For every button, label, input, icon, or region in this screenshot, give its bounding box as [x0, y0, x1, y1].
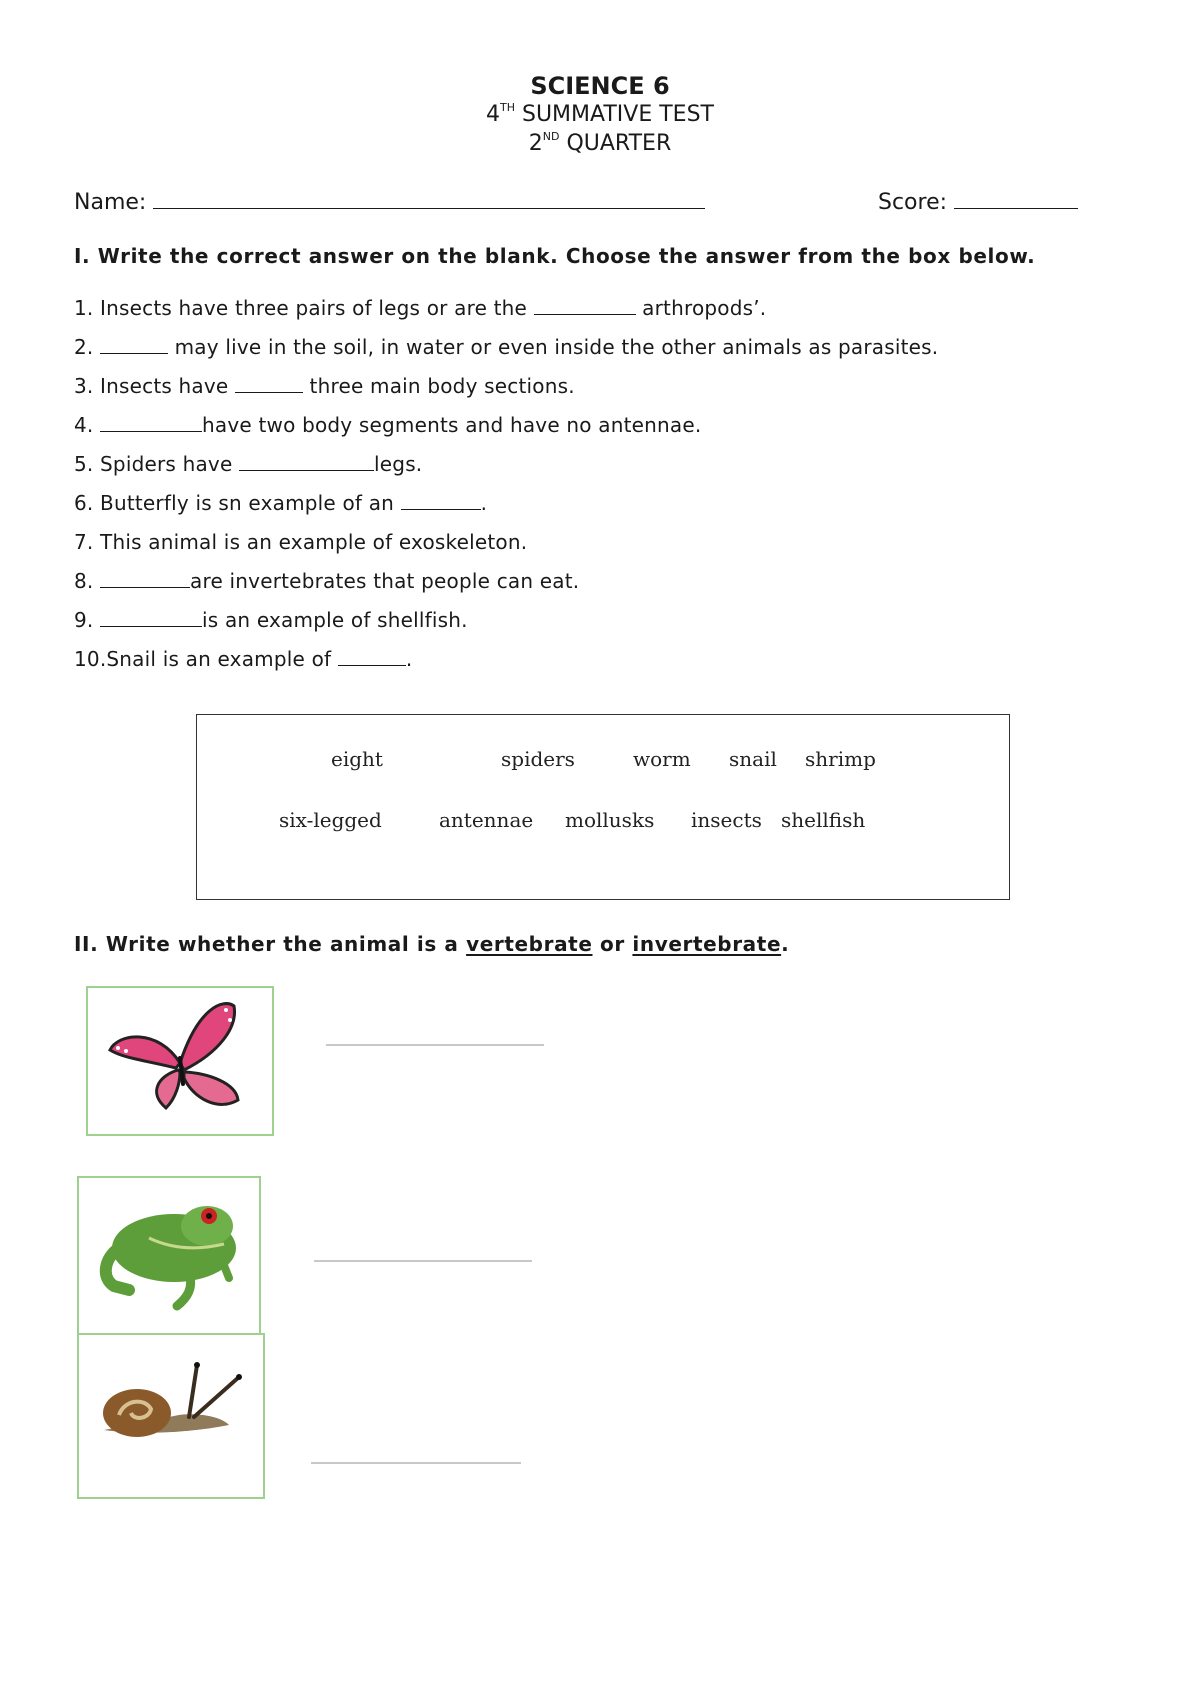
question-2 — [74, 335, 938, 359]
name-field — [74, 186, 705, 215]
question-text: may live in the soil, in water or even inside the other animals as parasites. — [168, 335, 939, 359]
answer-blank[interactable] — [235, 374, 303, 393]
answer-line-frog[interactable] — [314, 1260, 532, 1262]
answer-blank[interactable] — [338, 647, 406, 666]
word-bank-item: shrimp — [805, 747, 876, 771]
answer-blank[interactable] — [534, 296, 636, 315]
word-bank-item: shellfish — [781, 808, 866, 832]
answer-blank[interactable] — [401, 491, 481, 510]
question-text: 3. Insects have — [74, 374, 235, 398]
frog-icon — [79, 1178, 259, 1335]
question-text: 7. This animal is an example of exoskeleton. — [74, 530, 528, 554]
answer-blank[interactable] — [100, 608, 202, 627]
question-6 — [74, 491, 487, 515]
answer-line-snail[interactable] — [311, 1462, 521, 1464]
part2-heading-text: or — [592, 932, 633, 956]
invertebrate-word: invertebrate — [632, 932, 782, 956]
word-bank-item: antennae — [439, 808, 534, 832]
question-text: are invertebrates that people can eat. — [190, 569, 580, 593]
score-blank[interactable] — [954, 186, 1078, 209]
butterfly-image — [86, 986, 274, 1136]
question-text: 2. — [74, 335, 101, 359]
vertebrate-word: vertebrate — [466, 932, 593, 956]
test-number-suffix: TH — [500, 101, 515, 114]
question-1 — [74, 296, 766, 320]
question-text: 1. Insects have three pairs of legs or are the — [74, 296, 534, 320]
question-text: three main body sections. — [302, 374, 575, 398]
snail-image — [77, 1333, 265, 1499]
answer-line-butterfly[interactable] — [326, 1044, 544, 1046]
butterfly-icon — [88, 988, 272, 1134]
question-7 — [74, 530, 527, 554]
word-bank-item: worm — [633, 747, 691, 771]
word-bank-box — [196, 714, 1010, 900]
question-text: is an example of shellfish. — [202, 608, 468, 632]
question-5 — [74, 452, 422, 476]
frog-image — [77, 1176, 261, 1337]
word-bank-item: eight — [331, 747, 383, 771]
question-text: . — [480, 491, 488, 515]
name-blank[interactable] — [153, 186, 705, 209]
question-text: legs. — [374, 452, 423, 476]
question-text: have two body segments and have no antennae. — [202, 413, 702, 437]
word-bank-item: spiders — [501, 747, 575, 771]
question-text: 6. Butterfly is sn example of an — [74, 491, 401, 515]
answer-blank[interactable] — [239, 452, 374, 471]
test-type: SUMMATIVE TEST — [515, 102, 714, 127]
answer-blank[interactable] — [100, 413, 202, 432]
word-bank-item: six-legged — [279, 808, 382, 832]
part2-heading-text: . — [781, 932, 790, 956]
question-3 — [74, 374, 575, 398]
word-bank-item: insects — [691, 808, 762, 832]
question-text: . — [405, 647, 413, 671]
word-bank-item: snail — [729, 747, 777, 771]
snail-icon — [79, 1335, 263, 1497]
answer-blank[interactable] — [100, 335, 168, 354]
name-label: Name: — [74, 190, 147, 215]
test-subtitle — [0, 101, 1200, 127]
question-text: 5. Spiders have — [74, 452, 240, 476]
question-10 — [74, 647, 412, 671]
word-bank-item: mollusks — [565, 808, 655, 832]
quarter-text: QUARTER — [559, 131, 672, 156]
question-text: 10.Snail is an example of — [74, 647, 338, 671]
part2-heading-text: II. Write whether the animal is a — [74, 932, 467, 956]
answer-blank[interactable] — [100, 569, 190, 588]
question-text: 8. — [74, 569, 101, 593]
quarter-number: 2 — [528, 131, 543, 156]
quarter-suffix: ND — [542, 130, 560, 143]
quarter-label — [0, 130, 1200, 156]
part2-heading — [74, 932, 789, 956]
question-text: 9. — [74, 608, 101, 632]
test-title: SCIENCE 6 — [530, 72, 670, 100]
score-field — [878, 186, 1078, 215]
question-9 — [74, 608, 468, 632]
test-number: 4 — [486, 102, 500, 127]
question-8 — [74, 569, 579, 593]
question-text: arthropods’. — [635, 296, 767, 320]
score-label: Score: — [878, 190, 948, 215]
question-4 — [74, 413, 701, 437]
question-text: 4. — [74, 413, 101, 437]
part1-heading: I. Write the correct answer on the blank. Choose the answer from the box below. — [74, 244, 1036, 268]
